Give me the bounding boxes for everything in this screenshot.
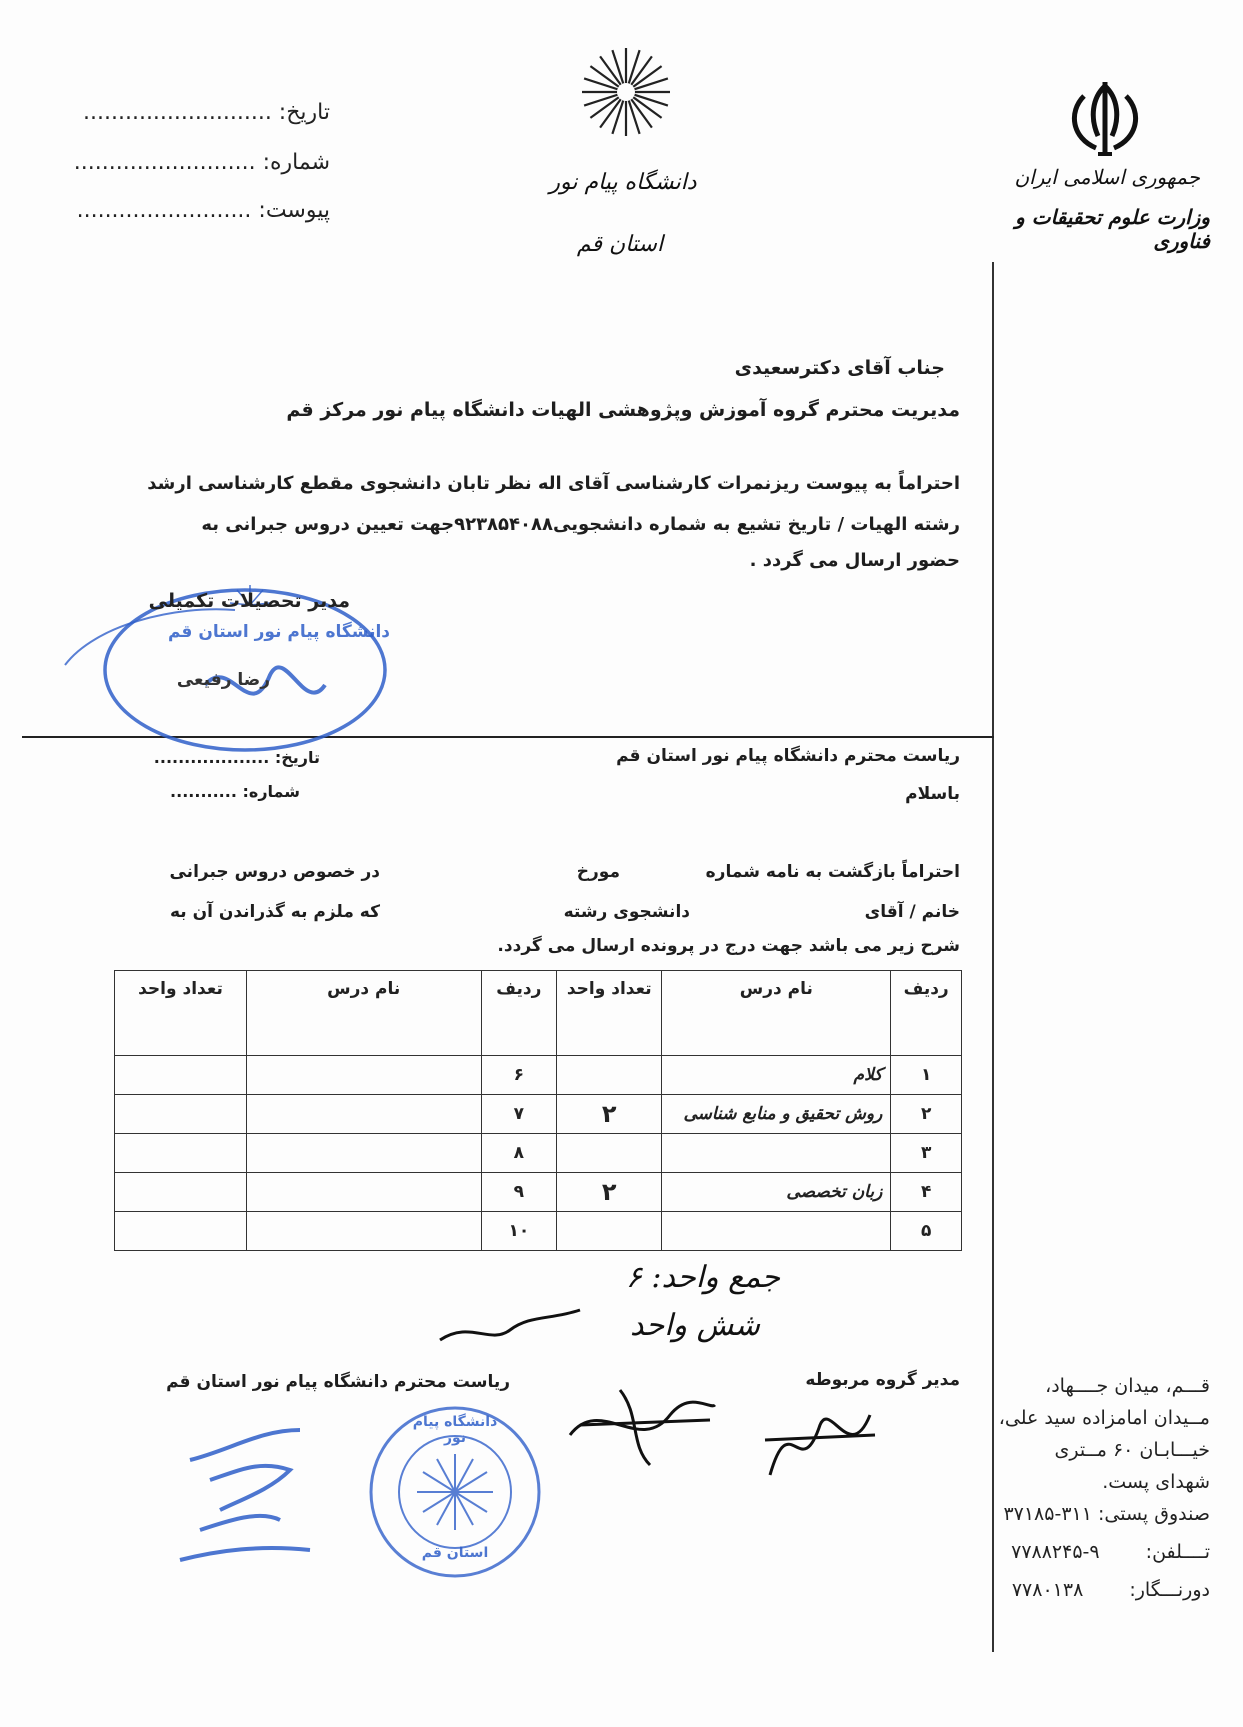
address-line-4: شهدای پست. — [1102, 1471, 1210, 1493]
fax-value: ۷۷۸۰۱۳۸ — [1011, 1579, 1084, 1601]
letter2-date: تاریخ: ................... — [153, 748, 320, 767]
body-line-1: احتراماً به پیوست ریزنمرات کارشناسی آقای اله نظر تابان دانشجوی مقطع کارشناسی ارشد — [147, 473, 960, 494]
row-number-cell: ۲ — [891, 1095, 962, 1134]
units-cell — [115, 1056, 247, 1095]
units-cell: ۲ — [557, 1095, 662, 1134]
address-line-3: خیـــابـان ۶۰ مــتری — [1054, 1439, 1210, 1461]
row-number-cell: ۸ — [481, 1134, 557, 1173]
row-number-cell: ۱۰ — [481, 1212, 557, 1251]
units-cell — [115, 1212, 247, 1251]
seal-top-text: دانشگاه پیام نور — [412, 1414, 498, 1446]
units-cell — [557, 1134, 662, 1173]
letter2-line2b: دانشجوی رشته — [563, 902, 690, 922]
letter2-line1b: مورخ — [576, 862, 620, 882]
row-number-cell: ۴ — [891, 1173, 962, 1212]
table-row — [115, 1173, 962, 1212]
course-name-cell — [662, 1212, 891, 1251]
dept-head-label: مدیر گروه مربوطه — [805, 1370, 960, 1390]
body-line-2: رشته الهیات / تاریخ تشیع به شماره دانشجویی۹۲۳۸۵۴۰۸۸جهت تعیین دروس جبرانی به — [201, 514, 960, 535]
header-course-1: نام درس — [662, 971, 891, 1056]
address-line-2: مــیدان امامزاده سید علی، — [998, 1407, 1210, 1429]
table-row — [115, 1212, 962, 1251]
row-number-cell: ۶ — [481, 1056, 557, 1095]
course-name-cell — [246, 1134, 481, 1173]
header-course-2: نام درس — [246, 971, 481, 1056]
president-label: ریاست محترم دانشگاه پیام نور استان قم — [166, 1372, 510, 1392]
table-header-row — [115, 971, 962, 1056]
signature-middle — [560, 1375, 720, 1470]
course-name-cell: روش تحقیق و منابع شناسی — [662, 1095, 891, 1134]
units-cell — [557, 1212, 662, 1251]
units-cell — [115, 1173, 247, 1212]
table-row — [115, 1134, 962, 1173]
course-name-cell: کلام — [662, 1056, 891, 1095]
university-logo-icon — [578, 44, 674, 140]
letter2-recipient: ریاست محترم دانشگاه پیام نور استان قم — [616, 746, 960, 766]
postal-box: صندوق پستی: ۳۱۱-۳۷۱۸۵ — [1003, 1503, 1210, 1525]
header-row-num-2: ردیف — [481, 971, 557, 1056]
course-name-cell — [246, 1212, 481, 1251]
phone-label: تــــلفن: — [1145, 1541, 1210, 1563]
date-field: تاریخ: ........................... — [83, 100, 330, 125]
address-block — [960, 1370, 1210, 1606]
letter2-line3: شرح زیر می باشد جهت درج در پرونده ارسال می گردد. — [497, 936, 960, 956]
handwritten-words: شش واحد — [629, 1308, 760, 1343]
recipient: مدیریت محترم گروه آموزش وپژوهشی الهیات دانشگاه پیام نور مرکز قم — [286, 399, 960, 421]
attachment-field: پیوست: ......................... — [76, 198, 330, 223]
handwritten-total: جمع واحد: ۶ — [625, 1260, 780, 1295]
course-name-cell — [662, 1134, 891, 1173]
letter2-greeting: باسلام — [905, 784, 960, 804]
signer-name: رضا رفیعی — [176, 670, 270, 690]
units-cell — [115, 1134, 247, 1173]
row-number-cell: ۷ — [481, 1095, 557, 1134]
fax-row — [960, 1574, 1210, 1606]
course-name-cell — [246, 1173, 481, 1212]
header-units-2: تعداد واحد — [115, 971, 247, 1056]
university-name: دانشگاه پیام نور — [549, 170, 697, 195]
table-row — [115, 1056, 962, 1095]
university-province: استان قم — [576, 232, 664, 257]
letter2-line1a: احتراماً بازگشت به نامه شماره — [705, 862, 960, 882]
row-number-cell: ۹ — [481, 1173, 557, 1212]
letter2-line1c: در خصوص دروس جبرانی — [169, 862, 380, 882]
course-name-cell — [246, 1095, 481, 1134]
row-number-cell: ۳ — [891, 1134, 962, 1173]
phone-value: ۹-۷۷۸۸۲۴۵ — [1011, 1541, 1100, 1563]
letter2-line2a: خانم / آقای — [864, 902, 960, 922]
ministry-line1: جمهوری اسلامی ایران — [1014, 165, 1200, 189]
courses-table — [114, 970, 962, 1251]
letter2-number: شماره: ........... — [170, 782, 300, 801]
course-name-cell: زبان تخصصی — [662, 1173, 891, 1212]
table-row — [115, 1095, 962, 1134]
row-number-cell: ۵ — [891, 1212, 962, 1251]
signature-president — [170, 1410, 330, 1570]
phone-row — [960, 1536, 1210, 1568]
handwritten-scribble — [430, 1300, 590, 1360]
seal-bottom-text: استان قم — [421, 1545, 489, 1561]
ministry-line2: وزارت علوم تحقیقات و فناوری — [1015, 205, 1210, 253]
units-cell: ۲ — [557, 1173, 662, 1212]
letter2-line2c: که ملزم به گذراندن آن به — [169, 902, 380, 922]
signature-dept-head — [760, 1395, 880, 1485]
salutation: جناب آقای دکترسعیدی — [734, 357, 945, 379]
row-number-cell: ۱ — [891, 1056, 962, 1095]
fax-label: دورنـــگار: — [1129, 1579, 1210, 1601]
units-cell — [557, 1056, 662, 1095]
signer-title: مدیر تحصیلات تکمیلی — [148, 590, 350, 612]
stamp-text: دانشگاه پیام نور استان قم — [167, 622, 390, 642]
address-line-1: قـــم، میدان جــــهاد، — [1045, 1375, 1210, 1397]
number-field: شماره: .......................... — [73, 150, 330, 175]
units-cell — [115, 1095, 247, 1134]
header-units-1: تعداد واحد — [557, 971, 662, 1056]
iran-emblem-icon — [1062, 78, 1148, 160]
body-line-3: حضور ارسال می گردد . — [749, 550, 960, 571]
header-row-num-1: ردیف — [891, 971, 962, 1056]
course-name-cell — [246, 1056, 481, 1095]
